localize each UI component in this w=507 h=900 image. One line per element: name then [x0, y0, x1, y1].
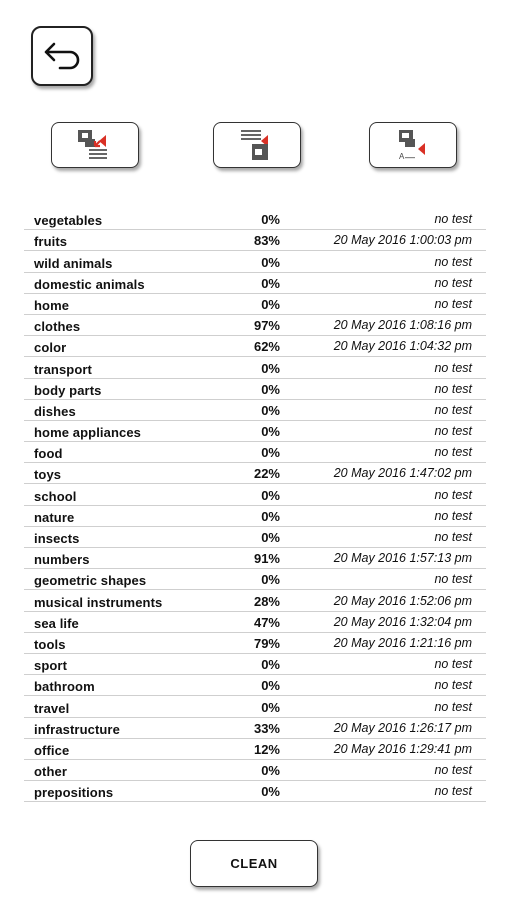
table-row [24, 294, 486, 315]
test-date: no test [434, 784, 472, 799]
back-arrow-icon [42, 40, 82, 72]
table-row [24, 675, 486, 696]
table-row [24, 463, 486, 484]
score-percent: 0% [261, 763, 280, 779]
table-row [24, 506, 486, 527]
test-date: 20 May 2016 1:47:02 pm [333, 466, 472, 481]
score-percent: 0% [261, 530, 280, 545]
table-row [24, 590, 486, 611]
table-row [24, 357, 486, 378]
category-name: fruits [34, 234, 68, 250]
test-date: 20 May 2016 1:26:17 pm [333, 720, 472, 735]
test-date: no test [434, 254, 472, 269]
category-name: dishes [34, 403, 76, 419]
test-date: no test [434, 657, 472, 672]
clean-button-label: CLEAN [230, 856, 278, 871]
test-date: 20 May 2016 1:00:03 pm [333, 233, 472, 248]
table-row [24, 781, 486, 802]
category-name: wild animals [34, 255, 113, 271]
category-name: other [34, 764, 67, 780]
category-name: domestic animals [34, 276, 145, 292]
svg-text:A: A [399, 152, 405, 161]
category-name: home [34, 297, 70, 313]
picture-to-text-mode-button[interactable] [51, 122, 139, 168]
test-date: no test [434, 678, 472, 693]
score-percent: 0% [261, 572, 280, 588]
category-name: sport [34, 658, 67, 674]
table-row [24, 527, 486, 548]
table-row [24, 230, 486, 251]
category-name: travel [34, 700, 70, 716]
table-row [24, 696, 486, 717]
score-percent: 97% [253, 318, 280, 334]
test-date: 20 May 2016 1:29:41 pm [333, 741, 472, 756]
score-percent: 0% [261, 657, 280, 673]
category-name: school [34, 488, 77, 504]
test-date: no test [434, 572, 472, 587]
clean-button[interactable] [190, 840, 318, 887]
test-date: no test [434, 508, 472, 523]
score-percent: 33% [253, 720, 280, 736]
table-row [24, 273, 486, 294]
test-date: 20 May 2016 1:32:04 pm [333, 614, 472, 629]
score-percent: 62% [253, 339, 280, 355]
category-name: vegetables [34, 213, 103, 229]
test-date: 20 May 2016 1:21:16 pm [333, 635, 472, 650]
test-date: no test [434, 381, 472, 396]
test-date: 20 May 2016 1:57:13 pm [333, 551, 472, 566]
table-row [24, 251, 486, 272]
category-name: musical instruments [34, 594, 163, 610]
table-row [24, 739, 486, 760]
score-percent: 0% [261, 699, 280, 715]
category-name: tools [34, 636, 66, 652]
category-name: infrastructure [34, 721, 120, 737]
results-table [24, 209, 486, 802]
score-percent: 28% [253, 593, 280, 609]
back-button[interactable] [31, 26, 93, 86]
table-row [24, 654, 486, 675]
category-name: transport [34, 361, 92, 377]
test-date: 20 May 2016 1:52:06 pm [333, 593, 472, 608]
test-date: no test [434, 296, 472, 311]
test-date: no test [434, 212, 472, 227]
table-row [24, 612, 486, 633]
table-row [24, 442, 486, 463]
test-date: no test [434, 275, 472, 290]
category-name: geometric shapes [34, 573, 147, 589]
table-row [24, 379, 486, 400]
table-row [24, 421, 486, 442]
picture-to-letters-mode-icon [393, 127, 433, 163]
table-row [24, 569, 486, 590]
category-name: toys [34, 467, 62, 483]
category-name: sea life [34, 615, 79, 631]
test-date: no test [434, 530, 472, 544]
score-percent: 47% [253, 614, 280, 630]
test-date: no test [434, 487, 472, 502]
table-row [24, 484, 486, 505]
score-percent: 22% [253, 466, 280, 482]
score-percent: 0% [261, 381, 280, 397]
score-percent: 83% [253, 233, 280, 249]
score-percent: 0% [261, 296, 280, 312]
table-row [24, 315, 486, 336]
category-name: insects [34, 531, 80, 546]
table-row [24, 336, 486, 357]
score-percent: 0% [261, 445, 280, 461]
text-to-picture-mode-button[interactable] [213, 122, 301, 168]
category-name: food [34, 446, 63, 462]
score-percent: 0% [261, 424, 280, 440]
score-percent: 79% [253, 635, 280, 651]
score-percent: 0% [261, 678, 280, 694]
category-name: home appliances [34, 425, 141, 441]
test-date: 20 May 2016 1:04:32 pm [333, 339, 472, 354]
score-percent: 0% [261, 254, 280, 270]
category-name: bathroom [34, 679, 95, 695]
category-name: clothes [34, 319, 81, 335]
table-row [24, 760, 486, 781]
test-date: no test [434, 402, 472, 417]
score-percent: 0% [261, 275, 280, 291]
score-percent: 0% [261, 402, 280, 418]
test-date: no test [434, 445, 472, 460]
test-date: no test [434, 763, 472, 778]
category-name: nature [34, 509, 75, 525]
category-name: office [34, 742, 70, 758]
score-percent: 0% [261, 508, 280, 524]
picture-to-text-mode-icon [75, 127, 115, 163]
test-date: no test [434, 699, 472, 714]
score-percent: 0% [261, 487, 280, 503]
score-percent: 91% [253, 551, 280, 567]
category-name: prepositions [34, 785, 114, 801]
table-row [24, 209, 486, 230]
category-name: body parts [34, 382, 102, 398]
test-date: no test [434, 424, 472, 439]
category-name: color [34, 340, 67, 356]
score-percent: 12% [253, 741, 280, 757]
table-row [24, 548, 486, 569]
picture-to-letters-mode-button[interactable] [369, 122, 457, 168]
category-name: numbers [34, 552, 90, 568]
score-percent: 0% [261, 784, 280, 800]
score-percent: 0% [261, 212, 280, 228]
table-row [24, 718, 486, 739]
table-row [24, 400, 486, 421]
score-percent: 0% [261, 360, 280, 376]
text-to-picture-mode-icon [237, 127, 277, 163]
test-date: no test [434, 360, 472, 375]
test-date: 20 May 2016 1:08:16 pm [333, 318, 472, 333]
table-row [24, 633, 486, 654]
